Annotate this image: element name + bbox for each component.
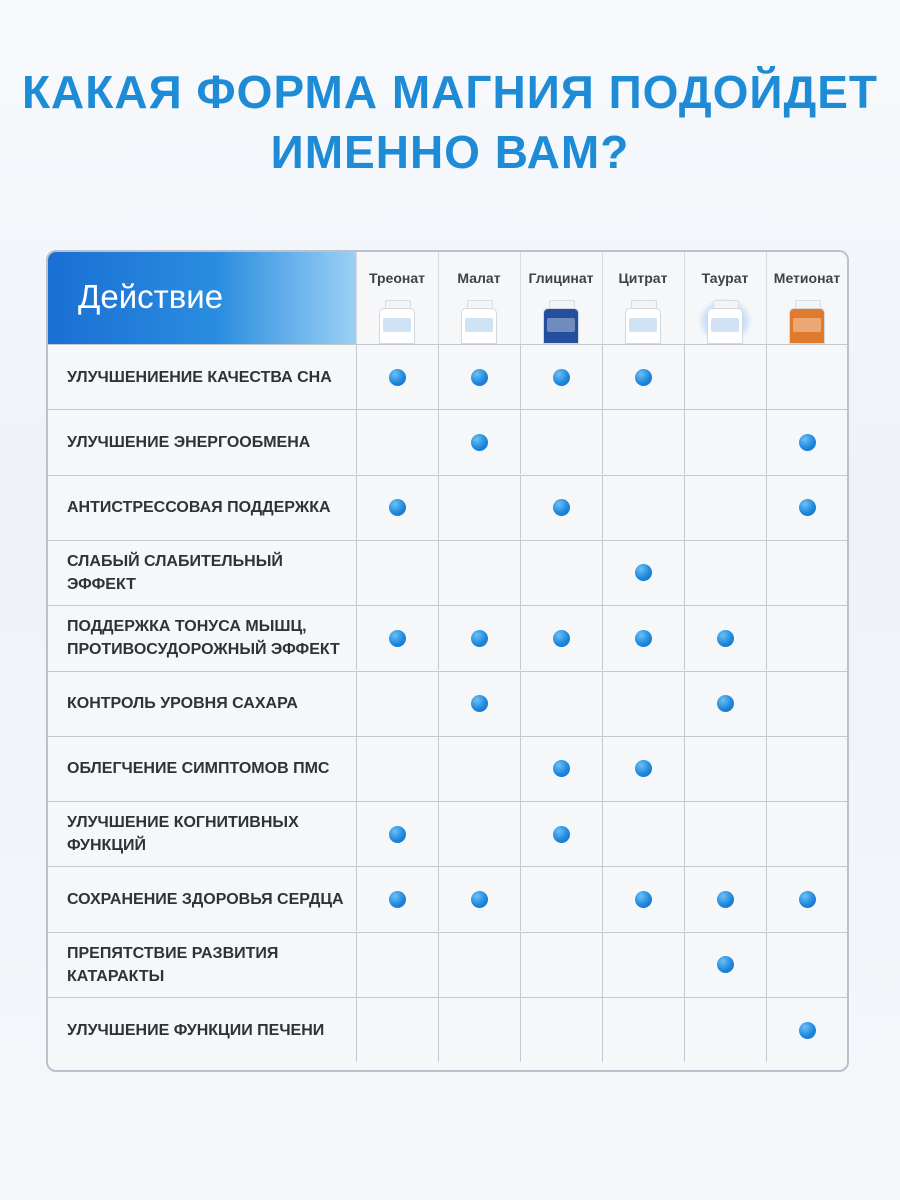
row-label: ОБЛЕГЧЕНИЕ СИМПТОМОВ ПМС [67, 760, 330, 778]
blue-dot-icon [389, 826, 406, 843]
table-cell [684, 737, 766, 801]
product-name: Глицинат [528, 270, 594, 286]
table-cell [520, 410, 602, 474]
blue-dot-icon [717, 630, 734, 647]
table-cell [356, 802, 438, 866]
table-cell [766, 606, 848, 670]
supplement-bottle-icon [766, 296, 848, 344]
product-name: Треонат [368, 270, 425, 286]
table-cell [766, 867, 848, 931]
table-cell [684, 606, 766, 670]
blue-dot-icon [553, 630, 570, 647]
table-cell [356, 606, 438, 670]
table-cell [602, 541, 684, 605]
table-cell [438, 802, 520, 866]
blue-dot-icon [799, 1022, 816, 1039]
supplement-bottle-icon [602, 296, 684, 344]
table-cell [356, 410, 438, 474]
blue-dot-icon [635, 369, 652, 386]
blue-dot-icon [635, 630, 652, 647]
blue-dot-icon [799, 434, 816, 451]
table-cell [602, 672, 684, 736]
blue-dot-icon [635, 564, 652, 581]
table-cell [438, 476, 520, 540]
row-label: УЛУЧШЕНИЕ КОГНИТИВНЫХ ФУНКЦИЙ [67, 814, 299, 855]
table-cell [520, 541, 602, 605]
table-row [48, 475, 847, 540]
table-cell [602, 410, 684, 474]
blue-dot-icon [553, 369, 570, 386]
header-label: Действие [78, 278, 224, 315]
product-header [520, 252, 602, 344]
table-cell [766, 802, 848, 866]
blue-dot-icon [389, 499, 406, 516]
table-row [48, 540, 847, 605]
table-cell [520, 476, 602, 540]
table-row [48, 409, 847, 474]
table-cell [766, 672, 848, 736]
table-row [48, 997, 847, 1062]
table-row [48, 736, 847, 801]
table-cell [766, 737, 848, 801]
table-cell [356, 541, 438, 605]
table-cell [438, 933, 520, 997]
table-row [48, 801, 847, 866]
blue-dot-icon [389, 630, 406, 647]
blue-dot-icon [471, 630, 488, 647]
table-cell [356, 672, 438, 736]
blue-dot-icon [389, 369, 406, 386]
table-cell [438, 737, 520, 801]
table-cell [356, 737, 438, 801]
product-header [684, 252, 766, 344]
table-cell [356, 867, 438, 931]
table-cell [684, 867, 766, 931]
blue-dot-icon [717, 695, 734, 712]
row-label: ПРЕПЯТСТВИЕ РАЗВИТИЯ КАТАРАКТЫ [67, 944, 279, 985]
table-cell [602, 933, 684, 997]
supplement-bottle-icon [438, 296, 520, 344]
table-row [48, 932, 847, 997]
table-cell [684, 345, 766, 409]
blue-dot-icon [635, 891, 652, 908]
row-label: УЛУЧШЕНИЕНИЕ КАЧЕСТВА СНА [67, 368, 332, 386]
table-cell [520, 345, 602, 409]
row-label: СЛАБЫЙ СЛАБИТЕЛЬНЫЙ ЭФФЕКТ [67, 552, 283, 593]
table-cell [684, 933, 766, 997]
blue-dot-icon [471, 434, 488, 451]
table-cell [438, 606, 520, 670]
row-label: КОНТРОЛЬ УРОВНЯ САХАРА [67, 695, 298, 712]
table-cell [356, 476, 438, 540]
table-cell [438, 672, 520, 736]
header-label-cell [48, 252, 356, 344]
product-name: Таурат [701, 270, 749, 286]
table-cell [602, 476, 684, 540]
table-cell [766, 345, 848, 409]
table-cell [356, 933, 438, 997]
table-cell [438, 410, 520, 474]
table-cell [684, 802, 766, 866]
blue-dot-icon [471, 891, 488, 908]
product-header [602, 252, 684, 344]
table-cell [766, 476, 848, 540]
product-name: Цитрат [618, 270, 668, 286]
row-label: УЛУЧШЕНИЕ ЭНЕРГООБМЕНА [67, 433, 311, 451]
table-cell [520, 672, 602, 736]
table-cell [356, 345, 438, 409]
table-cell [602, 737, 684, 801]
table-cell [684, 476, 766, 540]
blue-dot-icon [717, 956, 734, 973]
table-row [48, 605, 847, 670]
blue-dot-icon [553, 826, 570, 843]
blue-dot-icon [553, 760, 570, 777]
product-header [438, 252, 520, 344]
supplement-bottle-icon [356, 296, 438, 344]
page-title: КАКАЯ ФОРМА МАГНИЯ ПОДОЙДЕТ ИМЕННО ВАМ? [21, 66, 878, 178]
table-cell [684, 541, 766, 605]
table-cell [438, 541, 520, 605]
blue-dot-icon [471, 369, 488, 386]
blue-dot-icon [471, 695, 488, 712]
blue-dot-icon [799, 499, 816, 516]
table-cell [766, 998, 848, 1062]
table-row [48, 671, 847, 736]
table-cell [602, 802, 684, 866]
table-row [48, 344, 847, 409]
table-cell [520, 998, 602, 1062]
table-cell [684, 998, 766, 1062]
supplement-bottle-icon [520, 296, 602, 344]
product-name: Метионат [773, 270, 841, 286]
row-label: СОХРАНЕНИЕ ЗДОРОВЬЯ СЕРДЦА [67, 890, 344, 908]
table-cell [766, 541, 848, 605]
product-name: Малат [457, 270, 501, 286]
table-cell [766, 933, 848, 997]
table-cell [602, 998, 684, 1062]
table-cell [520, 737, 602, 801]
row-label: АНТИСТРЕССОВАЯ ПОДДЕРЖКА [67, 499, 331, 517]
product-header [766, 252, 848, 344]
table-cell [520, 606, 602, 670]
table-cell [684, 410, 766, 474]
supplement-bottle-icon [684, 296, 766, 344]
table-cell [438, 345, 520, 409]
blue-dot-icon [799, 891, 816, 908]
table-cell [356, 998, 438, 1062]
table-cell [520, 802, 602, 866]
blue-dot-icon [635, 760, 652, 777]
table-cell [438, 998, 520, 1062]
comparison-table [46, 250, 849, 1072]
table-cell [766, 410, 848, 474]
row-label: УЛУЧШЕНИЕ ФУНКЦИИ ПЕЧЕНИ [67, 1021, 325, 1039]
table-cell [520, 867, 602, 931]
table-cell [602, 867, 684, 931]
table-cell [684, 672, 766, 736]
table-cell [520, 933, 602, 997]
row-label: ПОДДЕРЖКА ТОНУСА МЫШЦ, ПРОТИВОСУДОРОЖНЫЙ ЭФФЕКТ [67, 618, 340, 659]
table-cell [602, 345, 684, 409]
table-row [48, 866, 847, 931]
table-cell [438, 867, 520, 931]
blue-dot-icon [389, 891, 406, 908]
blue-dot-icon [717, 891, 734, 908]
product-header [356, 252, 438, 344]
blue-dot-icon [553, 499, 570, 516]
table-cell [602, 606, 684, 670]
